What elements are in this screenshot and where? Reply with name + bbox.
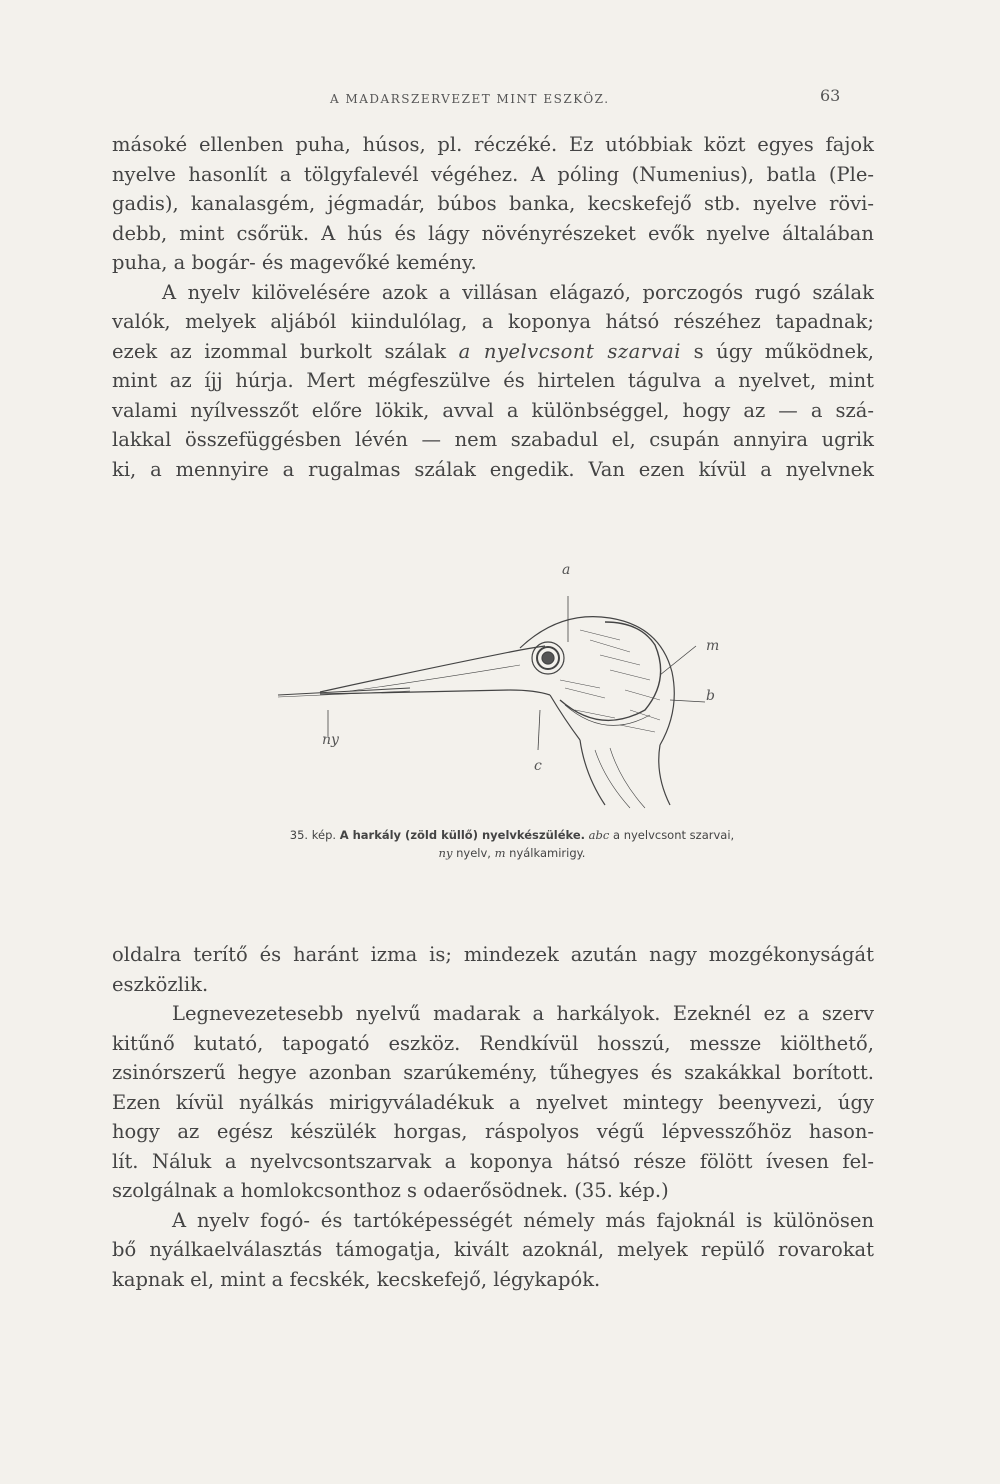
- figure-caption: [232, 826, 792, 862]
- text-line: lakkal összefüggésben lévén — nem szabadul el, csupán annyira ugrik: [112, 428, 874, 451]
- caption-ny: ny: [438, 846, 453, 860]
- text-line: valami nyílvesszőt előre lökik, avval a különbséggel, hogy az — a szá-: [112, 398, 874, 422]
- text-line: oldalra terítő és haránt izma is; mindezek azután nagy mozgékonyságát: [112, 943, 874, 966]
- text-span: s úgy működnek,: [680, 339, 874, 363]
- bottom-text-block: [112, 940, 874, 1294]
- figure-label-m: m: [706, 638, 720, 654]
- text-line: A nyelv fogó- és tartóképességét némely más fajoknál is különösen: [172, 1208, 874, 1232]
- page-number: 63: [820, 86, 841, 105]
- caption-abc-text: a nyelvcsont szarvai,: [613, 828, 735, 842]
- figure-label-ny: ny: [322, 732, 339, 748]
- figure-woodpecker-head: [260, 560, 740, 820]
- text-span: ezek az izommal burkolt szálak: [112, 339, 459, 363]
- running-head: A MADARSZERVEZET MINT ESZKÖZ.: [330, 92, 610, 106]
- figure-label-c: c: [534, 758, 542, 774]
- text-line: gadis), kanalasgém, jégmadár, búbos banka, kecskefejő stb. nyelve rövi-: [112, 192, 874, 215]
- text-line: mint az íjj húrja. Mert mégfeszülve és hirtelen tágulva a nyelvet, mint: [112, 369, 874, 392]
- caption-ny-text: nyelv,: [456, 846, 491, 860]
- text-line: Ezen kívül nyálkás mirigyváladékuk a nyelvet mintegy beenyvezi, úgy: [112, 1090, 874, 1114]
- text-line-with-emphasis: [112, 337, 874, 367]
- woodpecker-head-illustration: [260, 560, 740, 820]
- caption-m: m: [494, 846, 506, 860]
- text-line: puha, a bogár- és magevőké kemény.: [112, 251, 477, 274]
- text-line: másoké ellenben puha, húsos, pl. réczéké. Ez utóbbiak közt egyes fajok: [112, 133, 874, 156]
- text-line: kitűnő kutató, tapogató eszköz. Rendkívül hosszú, messze kiölthető,: [112, 1031, 874, 1055]
- text-line: nyelve hasonlít a tölgyfalevél végéhez. A póling (Numenius), batla (Ple-: [112, 162, 874, 186]
- text-line: lít. Náluk a nyelvcsontszarvak a koponya hátsó része fölött ívesen fel-: [112, 1149, 874, 1173]
- caption-abc: abc: [588, 828, 610, 842]
- text-line: szolgálnak a homlokcsonthoz s odaerősödnek. (35. kép.): [112, 1179, 669, 1202]
- text-line: ki, a mennyire a rugalmas szálak engedik. Van ezen kívül a nyelvnek: [112, 457, 874, 481]
- text-line: hogy az egész készülék horgas, ráspolyos végű lépvesszőhöz hason-: [112, 1120, 874, 1143]
- top-text-block: [112, 130, 874, 484]
- figure-label-b: b: [706, 688, 715, 704]
- text-line: bő nyálkaelválasztás támogatja, kivált azoknál, melyek repülő rovarokat: [112, 1238, 874, 1261]
- caption-title: A harkály (zöld küllő) nyelvkészüléke.: [339, 828, 586, 842]
- text-line: zsinórszerű hegye azonban szarúkemény, tűhegyes és szakákkal borított.: [112, 1061, 874, 1084]
- caption-m-text: nyálkamirigy.: [509, 846, 586, 860]
- figure-label-a: a: [562, 562, 571, 578]
- caption-number: 35. kép.: [289, 828, 337, 842]
- text-line: A nyelv kilövelésére azok a villásan elágazó, porczogós rugó szálak: [162, 280, 874, 304]
- text-line: kapnak el, mint a fecskék, kecskefejő, légykapók.: [112, 1267, 601, 1291]
- emphasis-term: a nyelvcsont szarvai: [458, 339, 681, 363]
- text-line: Legnevezetesebb nyelvű madarak a harkályok. Ezeknél ez a szerv: [172, 1002, 874, 1025]
- text-line: valók, melyek aljából kiindulólag, a koponya hátsó részéhez tapadnak;: [112, 310, 874, 333]
- text-line: debb, mint csőrük. A hús és lágy növényrészeket evők nyelve általában: [112, 221, 874, 245]
- text-line: eszközlik.: [112, 972, 209, 996]
